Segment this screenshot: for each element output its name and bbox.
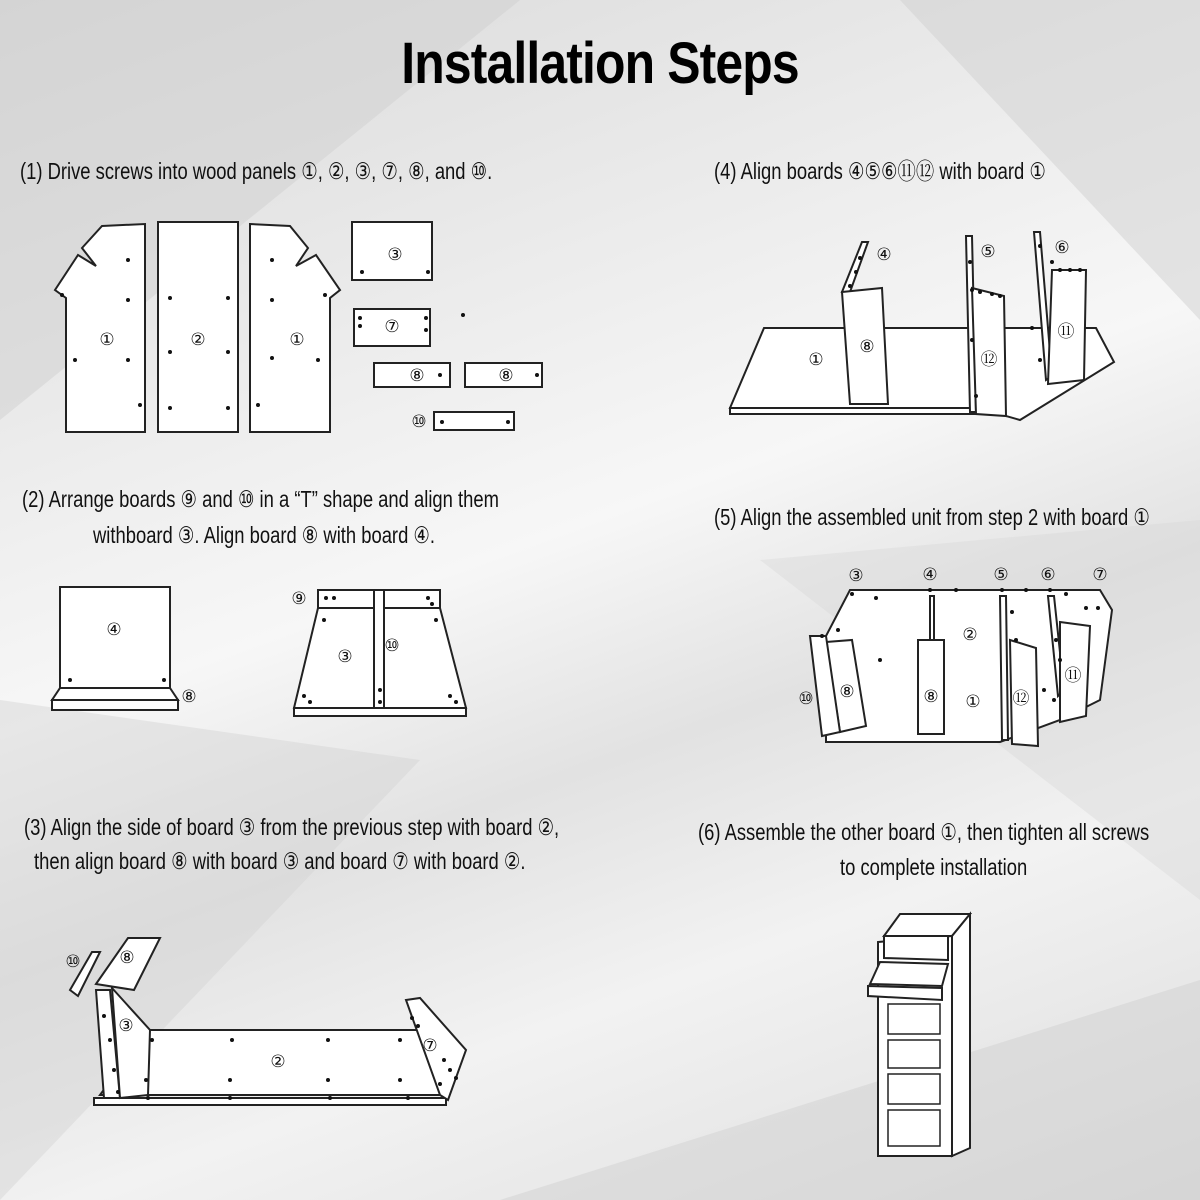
step-6-caption-line2: to complete installation <box>840 854 1028 880</box>
board-5 <box>1000 596 1008 740</box>
step-5-caption: (5) Align the assembled unit from step 2 with board ① <box>714 504 1150 530</box>
panel-2 <box>158 222 238 432</box>
label-2: ② <box>270 1052 286 1072</box>
step-1-diagram <box>55 222 542 432</box>
step-3-caption-line1: (3) Align the side of board ③ from the previous step with board ②, <box>24 814 560 840</box>
step-3-diagram <box>65 938 466 1105</box>
label-6: ⑥ <box>1040 565 1056 585</box>
step-5-diagram <box>798 565 1112 746</box>
step-1-caption: (1) Drive screws into wood panels ①, ②, ③, ⑦, ⑧, and ⑩. <box>20 158 493 184</box>
step-2-caption-line2: withboard ③. Align board ⑧ with board ④. <box>93 522 436 548</box>
label-8: ⑧ <box>859 337 875 357</box>
board-1-edge <box>730 408 978 414</box>
label-8: ⑧ <box>923 687 939 707</box>
step-6-caption-line1: (6) Assemble the other board ①, then tighten all screws <box>698 819 1150 845</box>
label-1: ① <box>808 350 824 370</box>
label-4: ④ <box>876 245 892 265</box>
page-title: Installation Steps <box>401 31 799 96</box>
board-4 <box>930 596 934 640</box>
panel-10 <box>434 412 514 430</box>
label-5: ⑤ <box>980 242 996 262</box>
label-1: ① <box>99 330 115 350</box>
shelf-2 <box>888 1040 940 1068</box>
board-3-edge <box>294 708 466 716</box>
step-4-diagram <box>730 232 1114 420</box>
step-6-diagram <box>868 914 970 1156</box>
console-top <box>870 962 948 986</box>
label-1: ① <box>965 692 981 712</box>
label-10: ⑩ <box>411 412 427 432</box>
step-2-caption-line1: (2) Arrange boards ⑨ and ⑩ in a “T” shape and align them <box>22 486 499 512</box>
label-7: ⑦ <box>422 1036 438 1056</box>
board-4 <box>842 242 868 292</box>
step-4-caption: (4) Align boards ④⑤⑥⑪⑫ with board ① <box>714 158 1046 184</box>
label-4: ④ <box>922 565 938 585</box>
label-8: ⑧ <box>498 366 514 386</box>
label-12: ⑫ <box>980 350 998 370</box>
board-4 <box>60 587 170 699</box>
board-8-top <box>52 688 178 700</box>
label-11: ⑪ <box>1057 322 1075 342</box>
label-4: ④ <box>106 620 122 640</box>
top-box <box>884 936 948 960</box>
shelf-1 <box>888 1004 940 1034</box>
label-10: ⑩ <box>798 689 814 709</box>
label-3: ③ <box>848 566 864 586</box>
panel-1-left <box>55 224 145 432</box>
step-3-caption-line2: then align board ⑧ with board ③ and board ⑦ with board ②. <box>34 848 526 874</box>
label-1: ① <box>289 330 305 350</box>
label-7: ⑦ <box>384 317 400 337</box>
label-2: ② <box>962 625 978 645</box>
label-8: ⑧ <box>409 366 425 386</box>
label-8: ⑧ <box>181 687 197 707</box>
label-7: ⑦ <box>1092 565 1108 585</box>
label-12: ⑫ <box>1012 689 1030 709</box>
label-3: ③ <box>118 1016 134 1036</box>
label-5: ⑤ <box>993 565 1009 585</box>
shelf-3 <box>888 1074 940 1104</box>
label-2: ② <box>190 330 206 350</box>
step-2-diagram <box>52 587 466 716</box>
label-10: ⑩ <box>65 952 81 972</box>
label-8: ⑧ <box>119 948 135 968</box>
label-6: ⑥ <box>1054 238 1070 258</box>
board-8 <box>52 700 178 710</box>
label-3: ③ <box>337 647 353 667</box>
label-9: ⑨ <box>291 589 307 609</box>
shelf-4 <box>888 1110 940 1146</box>
label-3: ③ <box>387 245 403 265</box>
label-10: ⑩ <box>384 636 400 656</box>
label-8: ⑧ <box>839 682 855 702</box>
side-right <box>952 914 970 1156</box>
panel-1-right <box>250 224 340 432</box>
label-11: ⑪ <box>1064 666 1082 686</box>
